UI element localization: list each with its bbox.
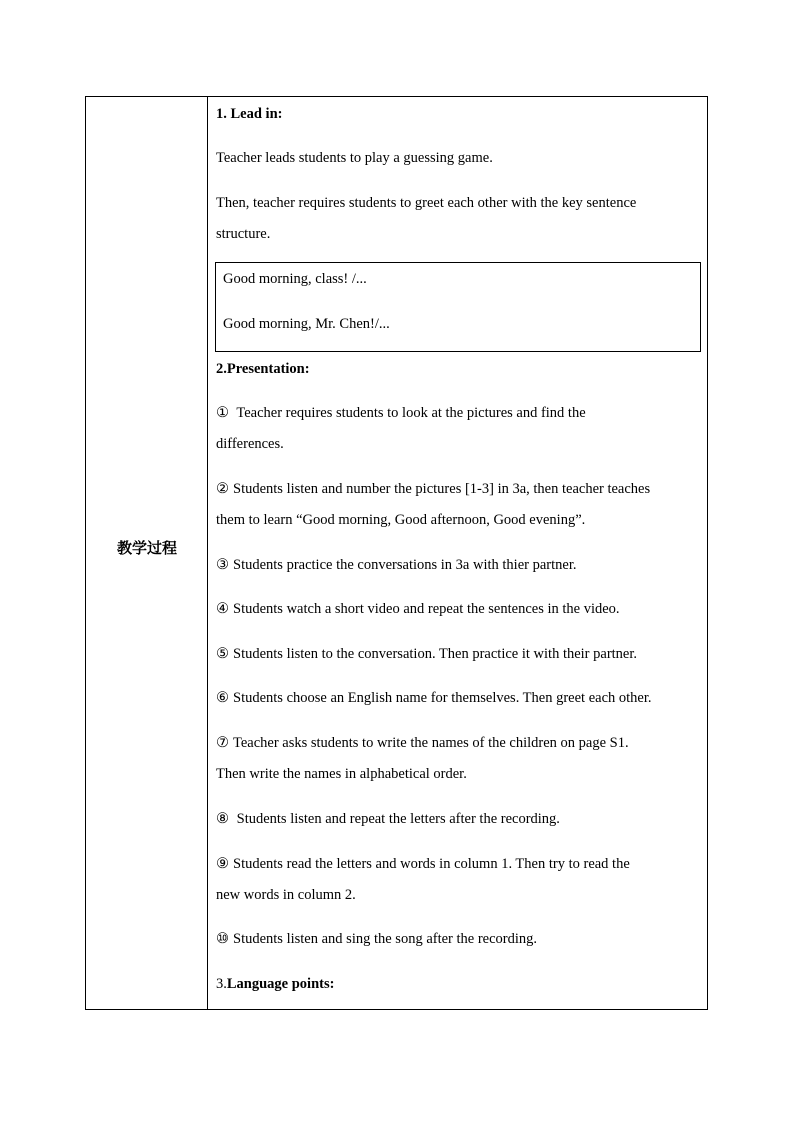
paragraph-line: Then, teacher requires students to greet each other with the key sentence (216, 195, 637, 211)
presentation-heading: 2.Presentation: (216, 361, 310, 377)
step-line: new words in column 2. (216, 887, 356, 903)
paragraph-line: Teacher leads students to play a guessing game. (216, 150, 493, 166)
step-line: them to learn “Good morning, Good afternoon, Good evening”. (216, 512, 586, 528)
step-line: ④ Students watch a short video and repeat the sentences in the video. (216, 601, 620, 617)
content-cell (208, 97, 707, 1009)
lead-in-heading: 1. Lead in: (216, 106, 283, 122)
step-line: ② Students listen and number the pictures [1-3] in 3a, then teacher teaches (216, 481, 651, 497)
paragraph-line: structure. (216, 226, 271, 242)
step-number: ④ (216, 601, 229, 617)
step-line: ⑧ Students listen and repeat the letters after the recording. (216, 811, 560, 827)
step-line: ⑨ Students read the letters and words in column 1. Then try to read the (216, 856, 630, 872)
step-number: ⑩ (216, 931, 229, 947)
step-number: ⑨ (216, 856, 229, 872)
row-label-cell (86, 97, 208, 1009)
step-number: ① (216, 405, 229, 421)
step-number: ③ (216, 557, 229, 573)
example-sentence: Good morning, class! /... (223, 271, 367, 287)
section-number: 3. (216, 976, 227, 992)
step-line: differences. (216, 436, 284, 452)
step-line: ⑩ Students listen and sing the song after the recording. (216, 931, 538, 947)
step-line: ① Teacher requires students to look at the pictures and find the (216, 405, 586, 421)
step-number: ⑧ (216, 811, 229, 827)
step-line: ⑤ Students listen to the conversation. Then practice it with their partner. (216, 646, 638, 662)
example-sentence: Good morning, Mr. Chen!/... (223, 316, 390, 332)
step-line: ⑦ Teacher asks students to write the names of the children on page S1. (216, 735, 629, 751)
lesson-table (85, 96, 708, 1010)
step-number: ⑤ (216, 646, 229, 662)
step-number: ⑥ (216, 690, 229, 706)
section-title: Language points: (226, 976, 335, 992)
step-number: ② (216, 481, 229, 497)
step-line: Then write the names in alphabetical order. (216, 766, 467, 782)
step-line: ③ Students practice the conversations in 3a with thier partner. (216, 557, 577, 573)
language-points-heading (216, 975, 334, 993)
step-line: ⑥ Students choose an English name for themselves. Then greet each other. (216, 690, 652, 706)
row-label: 教学过程 (116, 539, 177, 557)
step-number: ⑦ (216, 735, 229, 751)
example-sentence-box (215, 262, 701, 352)
